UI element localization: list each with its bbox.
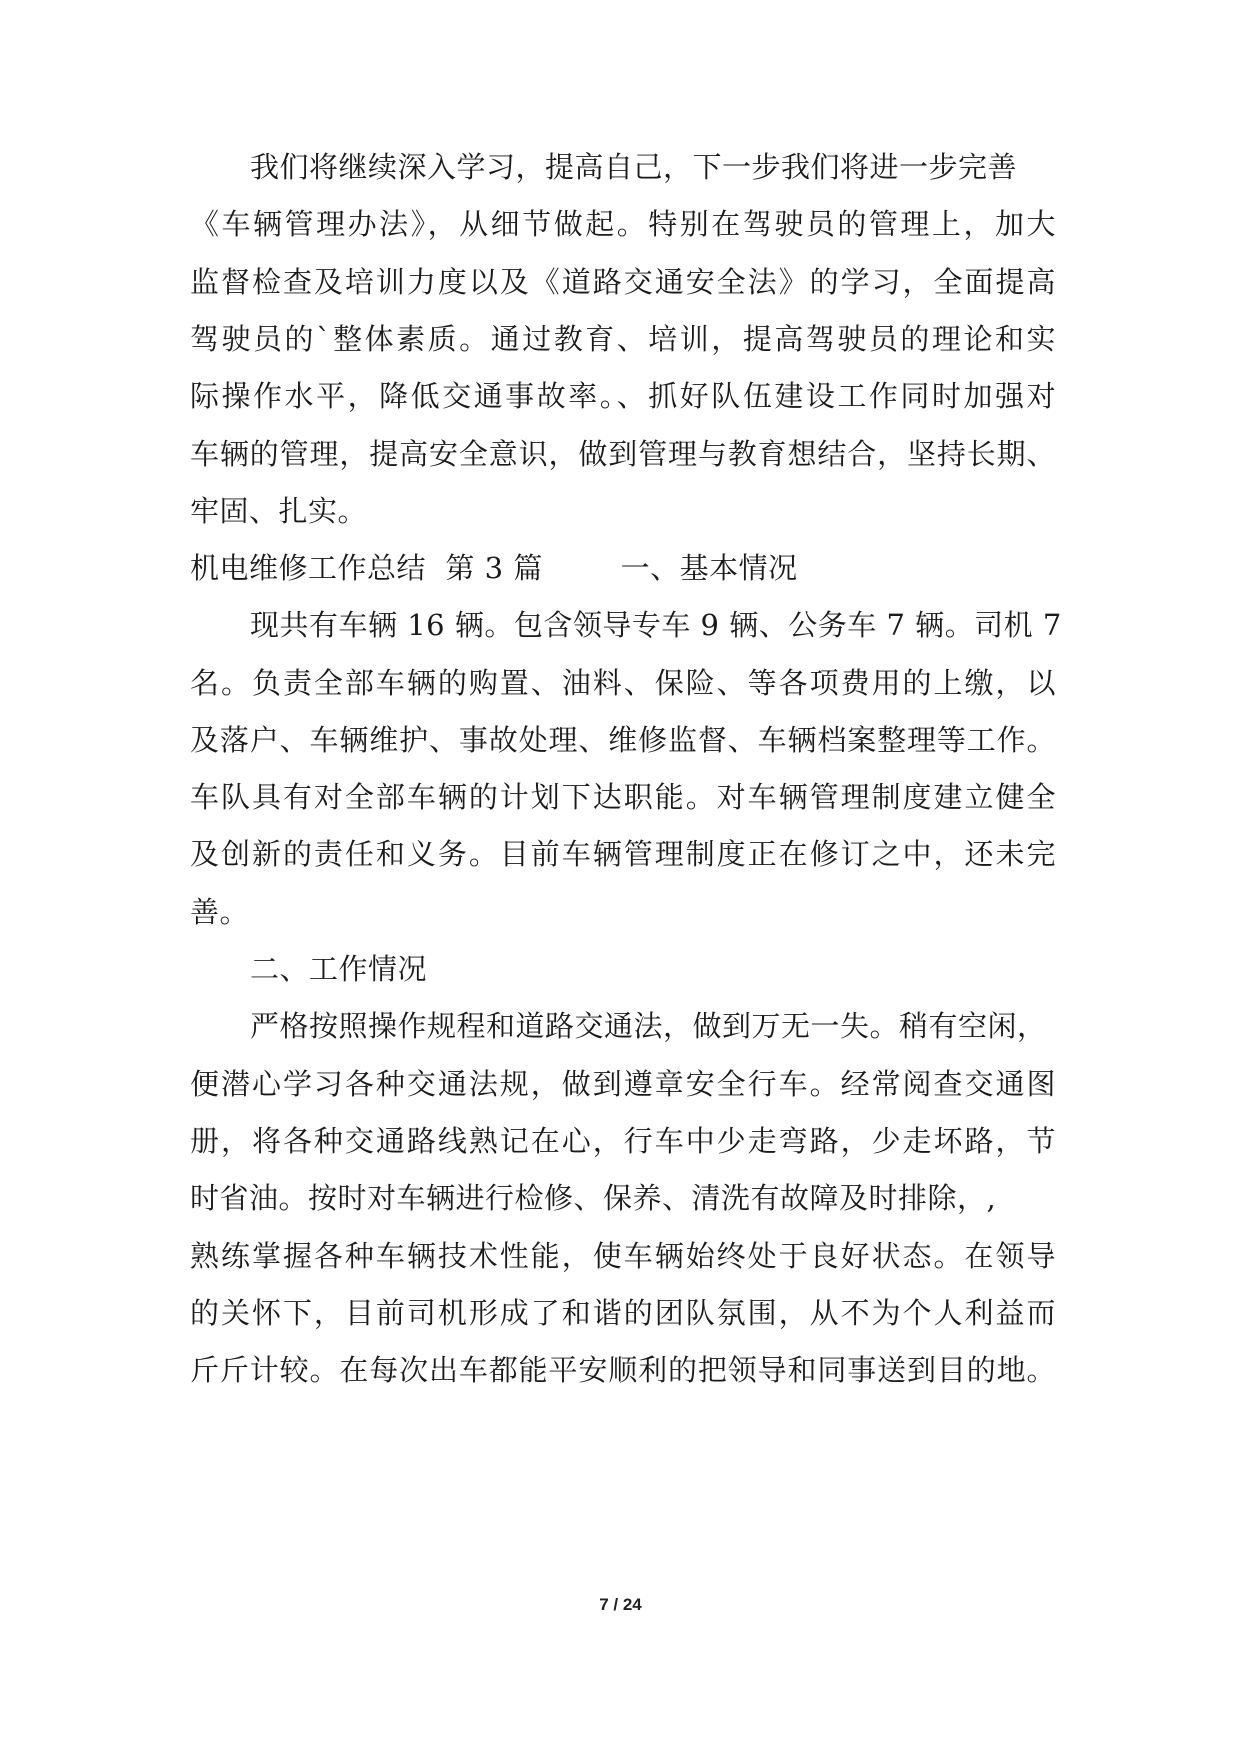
section-heading: 机电维修工作总结 第 3 篇 一、基本情况 xyxy=(190,551,798,585)
paragraph-line: 车队具有对全部车辆的计划下达职能。对车辆管理制度建立健全 xyxy=(190,780,1056,814)
paragraph-line: 熟练掌握各种车辆技术性能，使车辆始终处于良好状态。在领导 xyxy=(190,1239,1056,1273)
paragraph-line: 严格按照操作规程和道路交通法，做到万无一失。稍有空闲， xyxy=(250,1009,1047,1043)
paragraph-line: 牢固、扎实。 xyxy=(190,494,368,528)
paragraph-line: 善。 xyxy=(190,895,250,929)
paragraph-line: 时省油。按时对车辆进行检修、保养、清洗有故障及时排除，, xyxy=(190,1181,997,1215)
paragraph-line: 及落户、车辆维护、事故处理、维修监督、车辆档案整理等工作。 xyxy=(190,723,1056,757)
page-number: 7 / 24 xyxy=(599,1595,642,1614)
paragraph-line: 际操作水平，降低交通事故率。、抓好队伍建设工作同时加强对 xyxy=(190,379,1056,413)
paragraph-line: 《车辆管理办法》，从细节做起。特别在驾驶员的管理上，加大 xyxy=(190,207,1056,241)
paragraph-line: 车辆的管理，提高安全意识，做到管理与教育想结合，坚持长期、 xyxy=(190,437,1056,471)
paragraph-line: 我们将继续深入学习，提高自己，下一步我们将进一步完善 xyxy=(250,150,1018,184)
paragraph-line: 名。负责全部车辆的购置、油料、保险、等各项费用的上缴，以 xyxy=(190,666,1056,700)
paragraph-line: 便潜心学习各种交通法规，做到遵章安全行车。经常阅查交通图 xyxy=(190,1067,1056,1101)
paragraph-line: 驾驶员的`整体素质。通过教育、培训，提高驾驶员的理论和实 xyxy=(190,322,1056,356)
subsection-heading: 二、工作情况 xyxy=(250,952,428,986)
paragraph-line: 册，将各种交通路线熟记在心，行车中少走弯路，少走坏路，节 xyxy=(190,1124,1056,1158)
paragraph-line: 的关怀下，目前司机形成了和谐的团队氛围，从不为个人利益而 xyxy=(190,1296,1056,1330)
paragraph-line: 斤斤计较。在每次出车都能平安顺利的把领导和同事送到目的地。 xyxy=(190,1353,1056,1387)
paragraph-line: 监督检查及培训力度以及《道路交通安全法》的学习，全面提高 xyxy=(190,265,1056,299)
paragraph-line: 及创新的责任和义务。目前车辆管理制度正在修订之中，还未完 xyxy=(190,837,1056,871)
paragraph-line: 现共有车辆 16 辆。包含领导专车 9 辆、公务车 7 辆。司机 7 xyxy=(250,608,1062,642)
